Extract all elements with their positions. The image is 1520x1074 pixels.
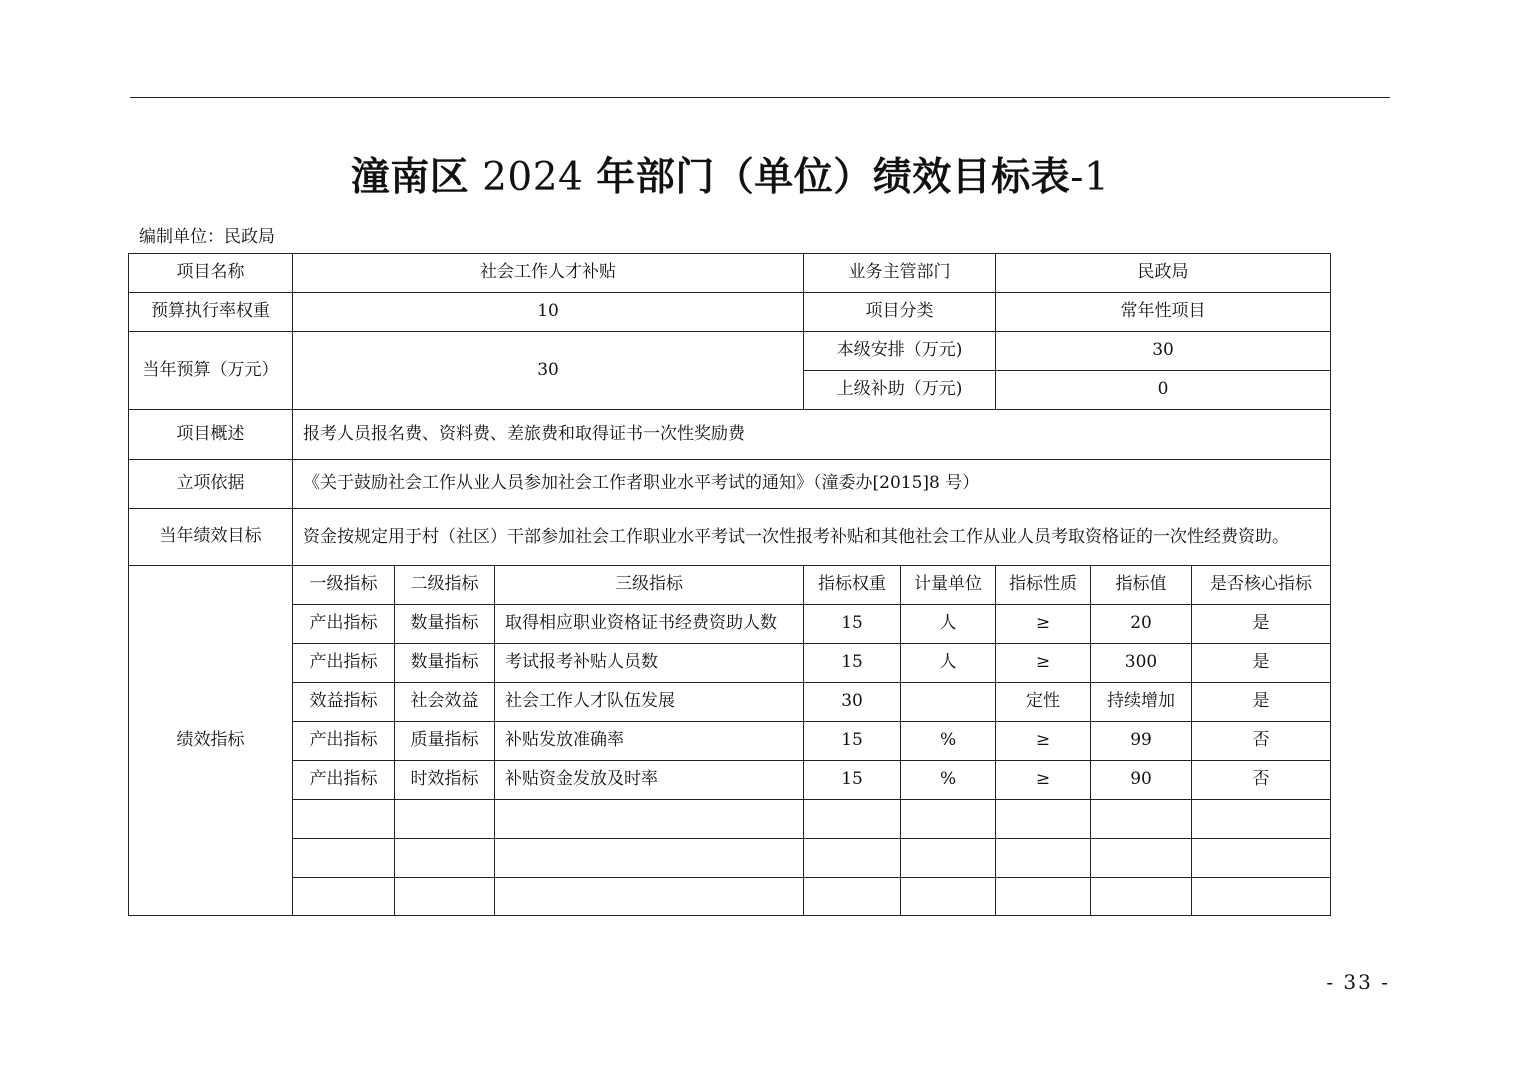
indicator-row [129,644,1331,683]
indicator-value: 99 [1091,722,1192,761]
indicator-weight: 15 [804,761,901,800]
row-basis [129,460,1331,509]
indicator-core: 否 [1192,761,1331,800]
empty-cell [1192,839,1331,878]
indicator-core: 是 [1192,605,1331,644]
indicator-level2: 数量指标 [395,644,495,683]
performance-table [128,253,1331,916]
empty-cell [996,878,1091,916]
empty-cell [901,878,996,916]
indicator-level2: 数量指标 [395,605,495,644]
indicator-core: 是 [1192,644,1331,683]
indicator-core: 是 [1192,683,1331,722]
indicator-value: 300 [1091,644,1192,683]
category-label: 项目分类 [804,293,996,332]
header-level3: 三级指标 [495,566,804,605]
dept-value: 民政局 [996,254,1331,293]
title-year: 2024 [469,155,597,200]
indicator-level2: 时效指标 [395,761,495,800]
superior-label: 上级补助（万元) [804,371,996,410]
compiling-unit-value: 民政局 [224,227,275,247]
indicator-unit: 人 [901,605,996,644]
dept-label: 业务主管部门 [804,254,996,293]
goal-value: 资金按规定用于村（社区）干部参加社会工作职业水平考试一次性报考补贴和其他社会工作从业人员考取资格证的一次性经费资助。 [293,509,1331,566]
empty-cell [293,800,395,839]
row-budget-local [129,332,1331,371]
overview-label: 项目概述 [129,410,293,460]
indicator-unit [901,683,996,722]
document-title [0,146,1460,202]
local-label: 本级安排（万元) [804,332,996,371]
header-value: 指标值 [1091,566,1192,605]
indicator-level3: 取得相应职业资格证书经费资助人数 [495,605,804,644]
row-overview [129,410,1331,460]
indicator-level2: 社会效益 [395,683,495,722]
indicator-level3: 社会工作人才队伍发展 [495,683,804,722]
indicator-level3: 补贴资金发放及时率 [495,761,804,800]
indicator-weight: 30 [804,683,901,722]
indicator-level1: 产出指标 [293,644,395,683]
empty-cell [804,839,901,878]
indicator-nature: 定性 [996,683,1091,722]
empty-cell [996,800,1091,839]
superior-value: 0 [996,371,1331,410]
header-level1: 一级指标 [293,566,395,605]
indicator-row-empty [129,800,1331,839]
indicator-level1: 产出指标 [293,761,395,800]
indicator-level1: 产出指标 [293,722,395,761]
basis-value: 《关于鼓励社会工作从业人员参加社会工作者职业水平考试的通知》（潼委办[2015]8 号） [293,460,1331,509]
header-nature: 指标性质 [996,566,1091,605]
empty-cell [495,800,804,839]
compiling-unit-label: 编制单位： [139,227,224,247]
category-value: 常年性项目 [996,293,1331,332]
empty-cell [395,800,495,839]
empty-cell [901,800,996,839]
indicator-weight: 15 [804,644,901,683]
indicator-row-empty [129,878,1331,916]
indicator-weight: 15 [804,722,901,761]
empty-cell [495,839,804,878]
title-suffix: -1 [1070,155,1110,200]
empty-cell [804,800,901,839]
indicator-unit: % [901,761,996,800]
empty-cell [1091,878,1192,916]
indicator-row [129,683,1331,722]
indicator-level1: 产出指标 [293,605,395,644]
empty-cell [293,839,395,878]
goal-label: 当年绩效目标 [129,509,293,566]
project-name-label: 项目名称 [129,254,293,293]
empty-cell [495,878,804,916]
indicator-value: 持续增加 [1091,683,1192,722]
indicator-nature: ≥ [996,761,1091,800]
local-value: 30 [996,332,1331,371]
budget-value: 30 [293,332,804,410]
indicator-weight: 15 [804,605,901,644]
budget-label: 当年预算（万元） [129,332,293,410]
exec-weight-value: 10 [293,293,804,332]
header-weight: 指标权重 [804,566,901,605]
project-name-value: 社会工作人才补贴 [293,254,804,293]
page-number: - 33 - [1326,970,1390,994]
title-main: 潼南区 [350,154,470,200]
indicator-unit: % [901,722,996,761]
indicator-nature: ≥ [996,605,1091,644]
title-rest: 年部门（单位）绩效目标表 [596,154,1071,200]
compiling-unit [139,222,275,247]
indicator-level2: 质量指标 [395,722,495,761]
indicator-value: 90 [1091,761,1192,800]
indicator-level3: 考试报考补贴人员数 [495,644,804,683]
header-core: 是否核心指标 [1192,566,1331,605]
empty-cell [1192,878,1331,916]
overview-value: 报考人员报名费、资料费、差旅费和取得证书一次性奖励费 [293,410,1331,460]
empty-cell [1192,800,1331,839]
indicator-row [129,605,1331,644]
exec-weight-label: 预算执行率权重 [129,293,293,332]
empty-cell [901,839,996,878]
header-level2: 二级指标 [395,566,495,605]
empty-cell [804,878,901,916]
header-unit: 计量单位 [901,566,996,605]
indicator-core: 否 [1192,722,1331,761]
indicator-row-empty [129,839,1331,878]
empty-cell [996,839,1091,878]
header-rule [130,97,1390,98]
indicator-level3: 补贴发放准确率 [495,722,804,761]
indicator-nature: ≥ [996,722,1091,761]
indicator-nature: ≥ [996,644,1091,683]
indicator-header-row [129,566,1331,605]
indicators-section-label: 绩效指标 [129,566,293,916]
indicator-value: 20 [1091,605,1192,644]
empty-cell [395,839,495,878]
row-goal [129,509,1331,566]
empty-cell [1091,800,1192,839]
basis-label: 立项依据 [129,460,293,509]
indicator-row [129,761,1331,800]
empty-cell [395,878,495,916]
empty-cell [1091,839,1192,878]
indicator-level1: 效益指标 [293,683,395,722]
indicator-unit: 人 [901,644,996,683]
empty-cell [293,878,395,916]
row-exec-weight [129,293,1331,332]
indicator-row [129,722,1331,761]
row-project-name [129,254,1331,293]
